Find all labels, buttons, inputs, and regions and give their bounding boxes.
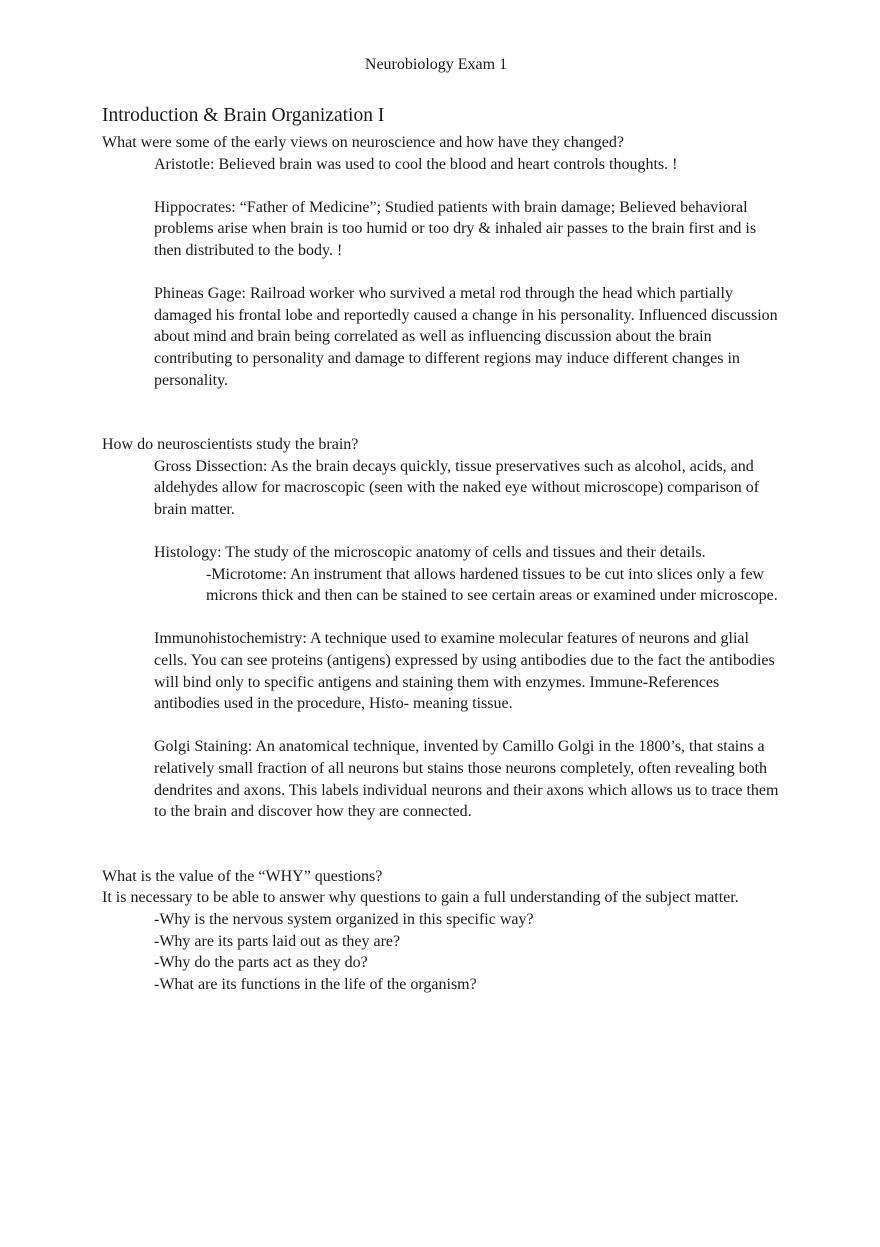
document-body [102, 104, 782, 995]
list-item: -Why are its parts laid out as they are? [154, 932, 401, 950]
question-early-views: What were some of the early views on neuroscience and how have they changed? [102, 134, 625, 151]
why-question-list [102, 909, 782, 995]
question-study-brain: How do neuroscientists study the brain? [102, 436, 359, 454]
item-hippocrates: Hippocrates: “Father of Medicine”; Studied patients with brain damage; Believed behavioral problems arise when brain is too humid or too dry & inhaled air passes to the brain first and is then distributed to the body. ! [154, 198, 757, 259]
answer-why-value: It is necessary to be able to answer why questions to gain a full understanding of the subject matter. [102, 889, 739, 907]
list-item: -Why is the nervous system organized in this specific way? [154, 911, 534, 928]
item-microtome: -Microtome: An instrument that allows hardened tissues to be cut into slices only a few microns thick and then can be stained to see certain areas or examined under microscope. [206, 565, 778, 605]
question-why-value: What is the value of the “WHY” questions? [102, 867, 383, 885]
item-gross-dissection: Gross Dissection: As the brain decays quickly, tissue preservatives such as alcohol, acids, and aldehydes allow for macroscopic (seen with the naked eye without microscope) comparison of brain matter. [154, 457, 760, 518]
item-histology: Histology: The study of the microscopic anatomy of cells and tissues and their details. [154, 544, 706, 562]
section-heading: Introduction & Brain Organization I [102, 105, 385, 126]
item-phineas-gage: Phineas Gage: Railroad worker who survived a metal rod through the head which partially damaged his frontal lobe and reportedly caused a change in his personality. Influenced discussion about mind and brain being correlated as well as influencing discussion about the brain contributing to personality and damage to different regions may induce different changes in personality. [154, 285, 778, 389]
item-golgi-staining: Golgi Staining: An anatomical technique, invented by Camillo Golgi in the 1800’s, that stains a relatively small fraction of all neurons but stains those neurons completely, often revealing both dendrites and axons. This labels individual neurons and their axons which allows us to trace them to the brain and discover how they are connected. [154, 738, 779, 821]
list-item: -Why do the parts act as they do? [154, 954, 368, 972]
item-immunohistochemistry: Immunohistochemistry: A technique used to examine molecular features of neurons and glial cells. You can see proteins (antigens) expressed by using antibodies due to the fact the antibodies will bind only to specific antigens and staining them with enzymes. Immune-References antibodies used in the procedure, Histo- meaning tissue. [154, 630, 775, 713]
page-title: Neurobiology Exam 1 [364, 56, 508, 73]
item-aristotle: Aristotle: Believed brain was used to cool the blood and heart controls thoughts. ! [154, 155, 678, 173]
list-item: -What are its functions in the life of the organism? [154, 975, 477, 993]
